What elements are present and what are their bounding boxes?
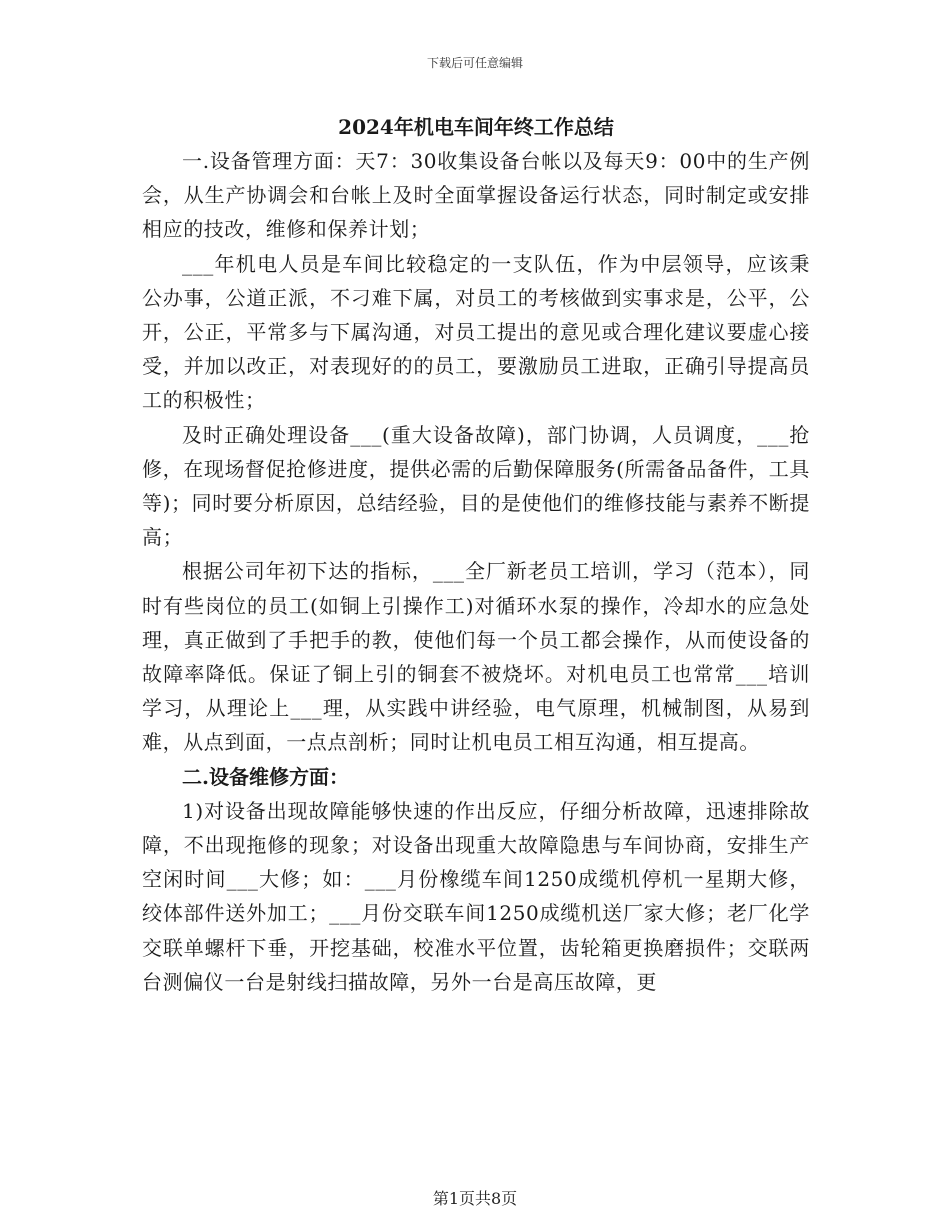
paragraph-staff-management: ___年机电人员是车间比较稳定的一支队伍，作为中层领导，应该秉公办事，公道正派，不刁难下属，对员工的考核做到实事求是，公平，公开，公正，平常多与下属沟通，对员工提出的意见或合理化建议要虚心接受，并加以改正，对表现好的的员工，要激励员工进取，正确引导提高员工的积极性； xyxy=(142,251,810,413)
document-title: 2024年机电车间年终工作总结 xyxy=(338,115,614,139)
header-note: 下载后可任意编辑 xyxy=(426,56,523,70)
section-heading-maintenance: 二.设备维修方面： xyxy=(182,764,349,789)
paragraph-maintenance-1: 1)对设备出现故障能够快速的作出反应，仔细分析故障，迅速排除故障，不出现拖修的现象；对设备出现重大故障隐患与车间协商，安排生产空闲时间___大修；如：___月份橡缆车间1250成缆机停机一星期大修，绞体部件送外加工；___月份交联车间1250成缆机送厂家大修；老厂化学交联单螺杆下垂，开挖基础，校准水平位置，齿轮箱更换磨损件；交联两台测偏仪一台是射线扫描故障，另外一台是高压故障，更 xyxy=(142,798,810,994)
paragraph-fault-handling: 及时正确处理设备___(重大设备故障)，部门协调，人员调度，___抢修，在现场督促抢修进度，提供必需的后勤保障服务(所需备品备件，工具等)；同时要分析原因，总结经验，目的是使他们的维修技能与素养不断提高； xyxy=(142,422,810,550)
page-number: 第1页共8页 xyxy=(432,1189,518,1208)
paragraph-training: 根据公司年初下达的指标，___全厂新老员工培训，学习（范本），同时有些岗位的员工(如铜上引操作工)对循环水泵的操作，冷却水的应急处理，真正做到了手把手的教，使他们每一个员工都会操作，从而使设备的故障率降低。保证了铜上引的铜套不被烧坏。对机电员工也常常___培训学习，从理论上___理，从实践中讲经验，电气原理，机械制图，从易到难，从点到面，一点点剖析；同时让机电员工相互沟通，相互提高。 xyxy=(142,559,810,755)
document-body xyxy=(142,110,810,999)
paragraph-equipment-management: 一.设备管理方面：天7：30收集设备台帐以及每天9：00中的生产例会，从生产协调会和台帐上及时全面掌握设备运行状态，同时制定或安排相应的技改，维修和保养计划； xyxy=(142,149,810,242)
